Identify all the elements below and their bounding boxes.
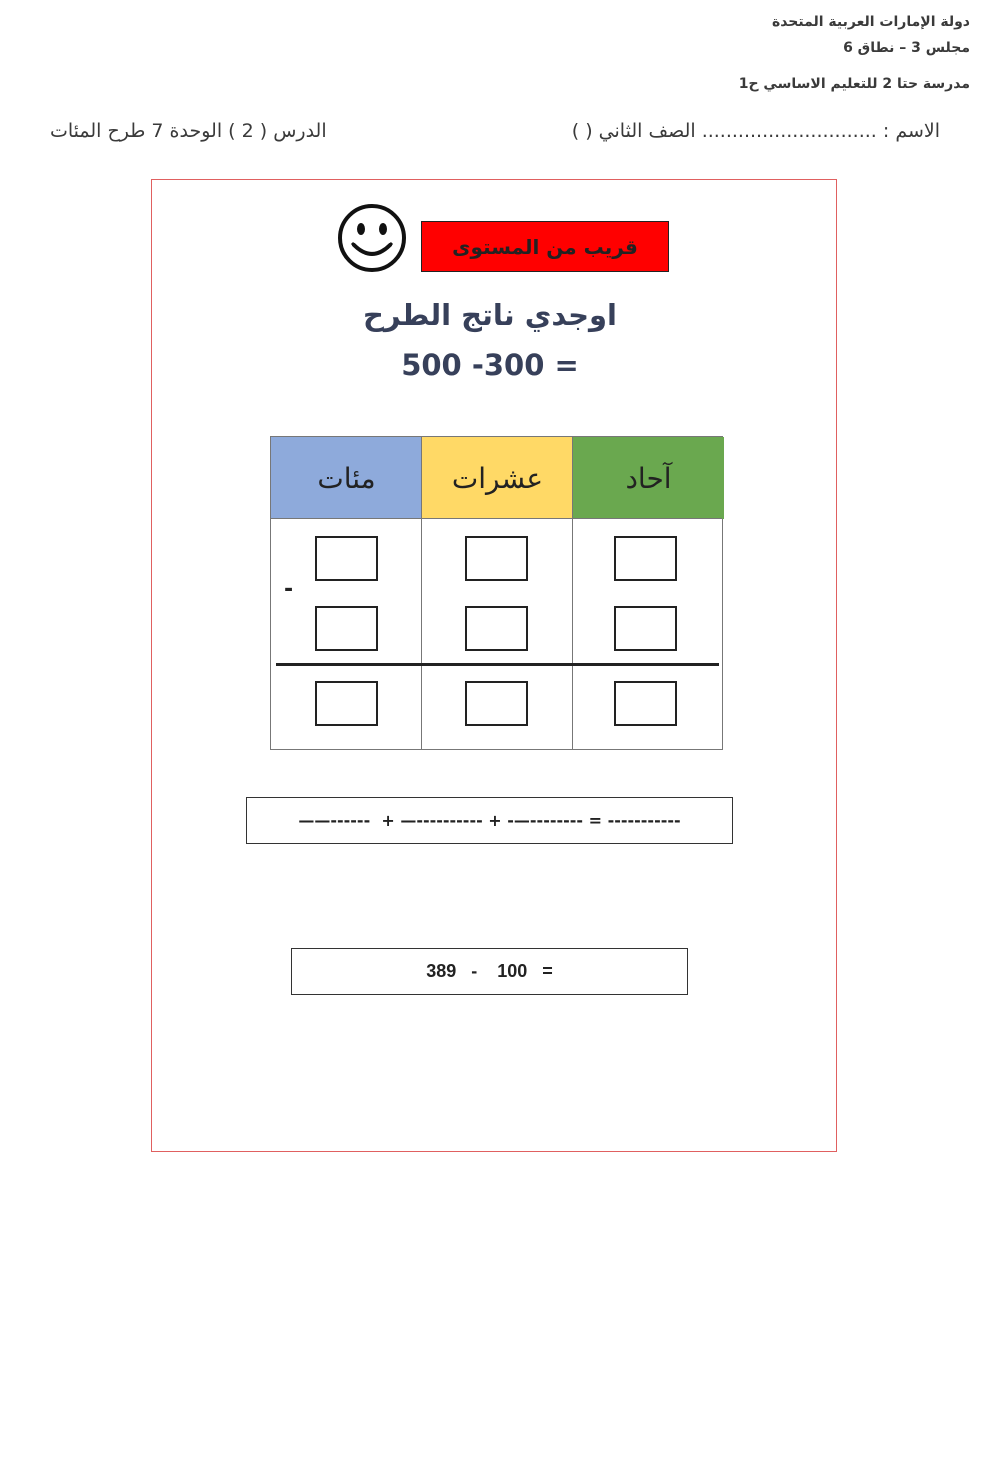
level-badge: قريب من المستوى — [421, 221, 669, 272]
header-ones: آحاد — [573, 437, 724, 519]
header-hundreds: مئات — [271, 437, 422, 519]
tens-input-result[interactable] — [465, 681, 528, 726]
column-divider — [421, 437, 422, 749]
tens-input-top[interactable] — [465, 536, 528, 581]
header-tens: عشرات — [422, 437, 573, 519]
place-value-table — [270, 436, 723, 750]
lesson-line: الدرس ( 2 ) الوحدة 7 طرح المئات — [50, 120, 327, 142]
name-grade-line: الاسم : ............................. الصف الثاني ( ) — [571, 120, 940, 142]
minus-sign: - — [284, 577, 294, 602]
expanded-form-box[interactable]: ——------ + —---------- + -—-------- = ----------- — [246, 797, 733, 844]
school-heading: مدرسة حتا 2 للتعليم الاساسي ح1 — [738, 76, 970, 92]
second-equation-box[interactable]: 389 - 100 = — [291, 948, 688, 995]
hundreds-input-top[interactable] — [315, 536, 378, 581]
hundreds-input-result[interactable] — [315, 681, 378, 726]
council-heading: مجلس 3 – نطاق 6 — [843, 40, 970, 56]
ones-input-bottom[interactable] — [614, 606, 677, 651]
hundreds-input-bottom[interactable] — [315, 606, 378, 651]
question-title: اوجدي ناتج الطرح — [363, 298, 617, 332]
ones-input-top[interactable] — [614, 536, 677, 581]
header-divider — [271, 518, 722, 519]
ones-input-result[interactable] — [614, 681, 677, 726]
question-equation: 500 -300 = — [401, 348, 579, 382]
country-heading: دولة الإمارات العربية المتحدة — [771, 14, 970, 30]
tens-input-bottom[interactable] — [465, 606, 528, 651]
column-divider — [572, 437, 573, 749]
smiley-face-icon — [337, 203, 407, 273]
result-line — [276, 663, 719, 666]
